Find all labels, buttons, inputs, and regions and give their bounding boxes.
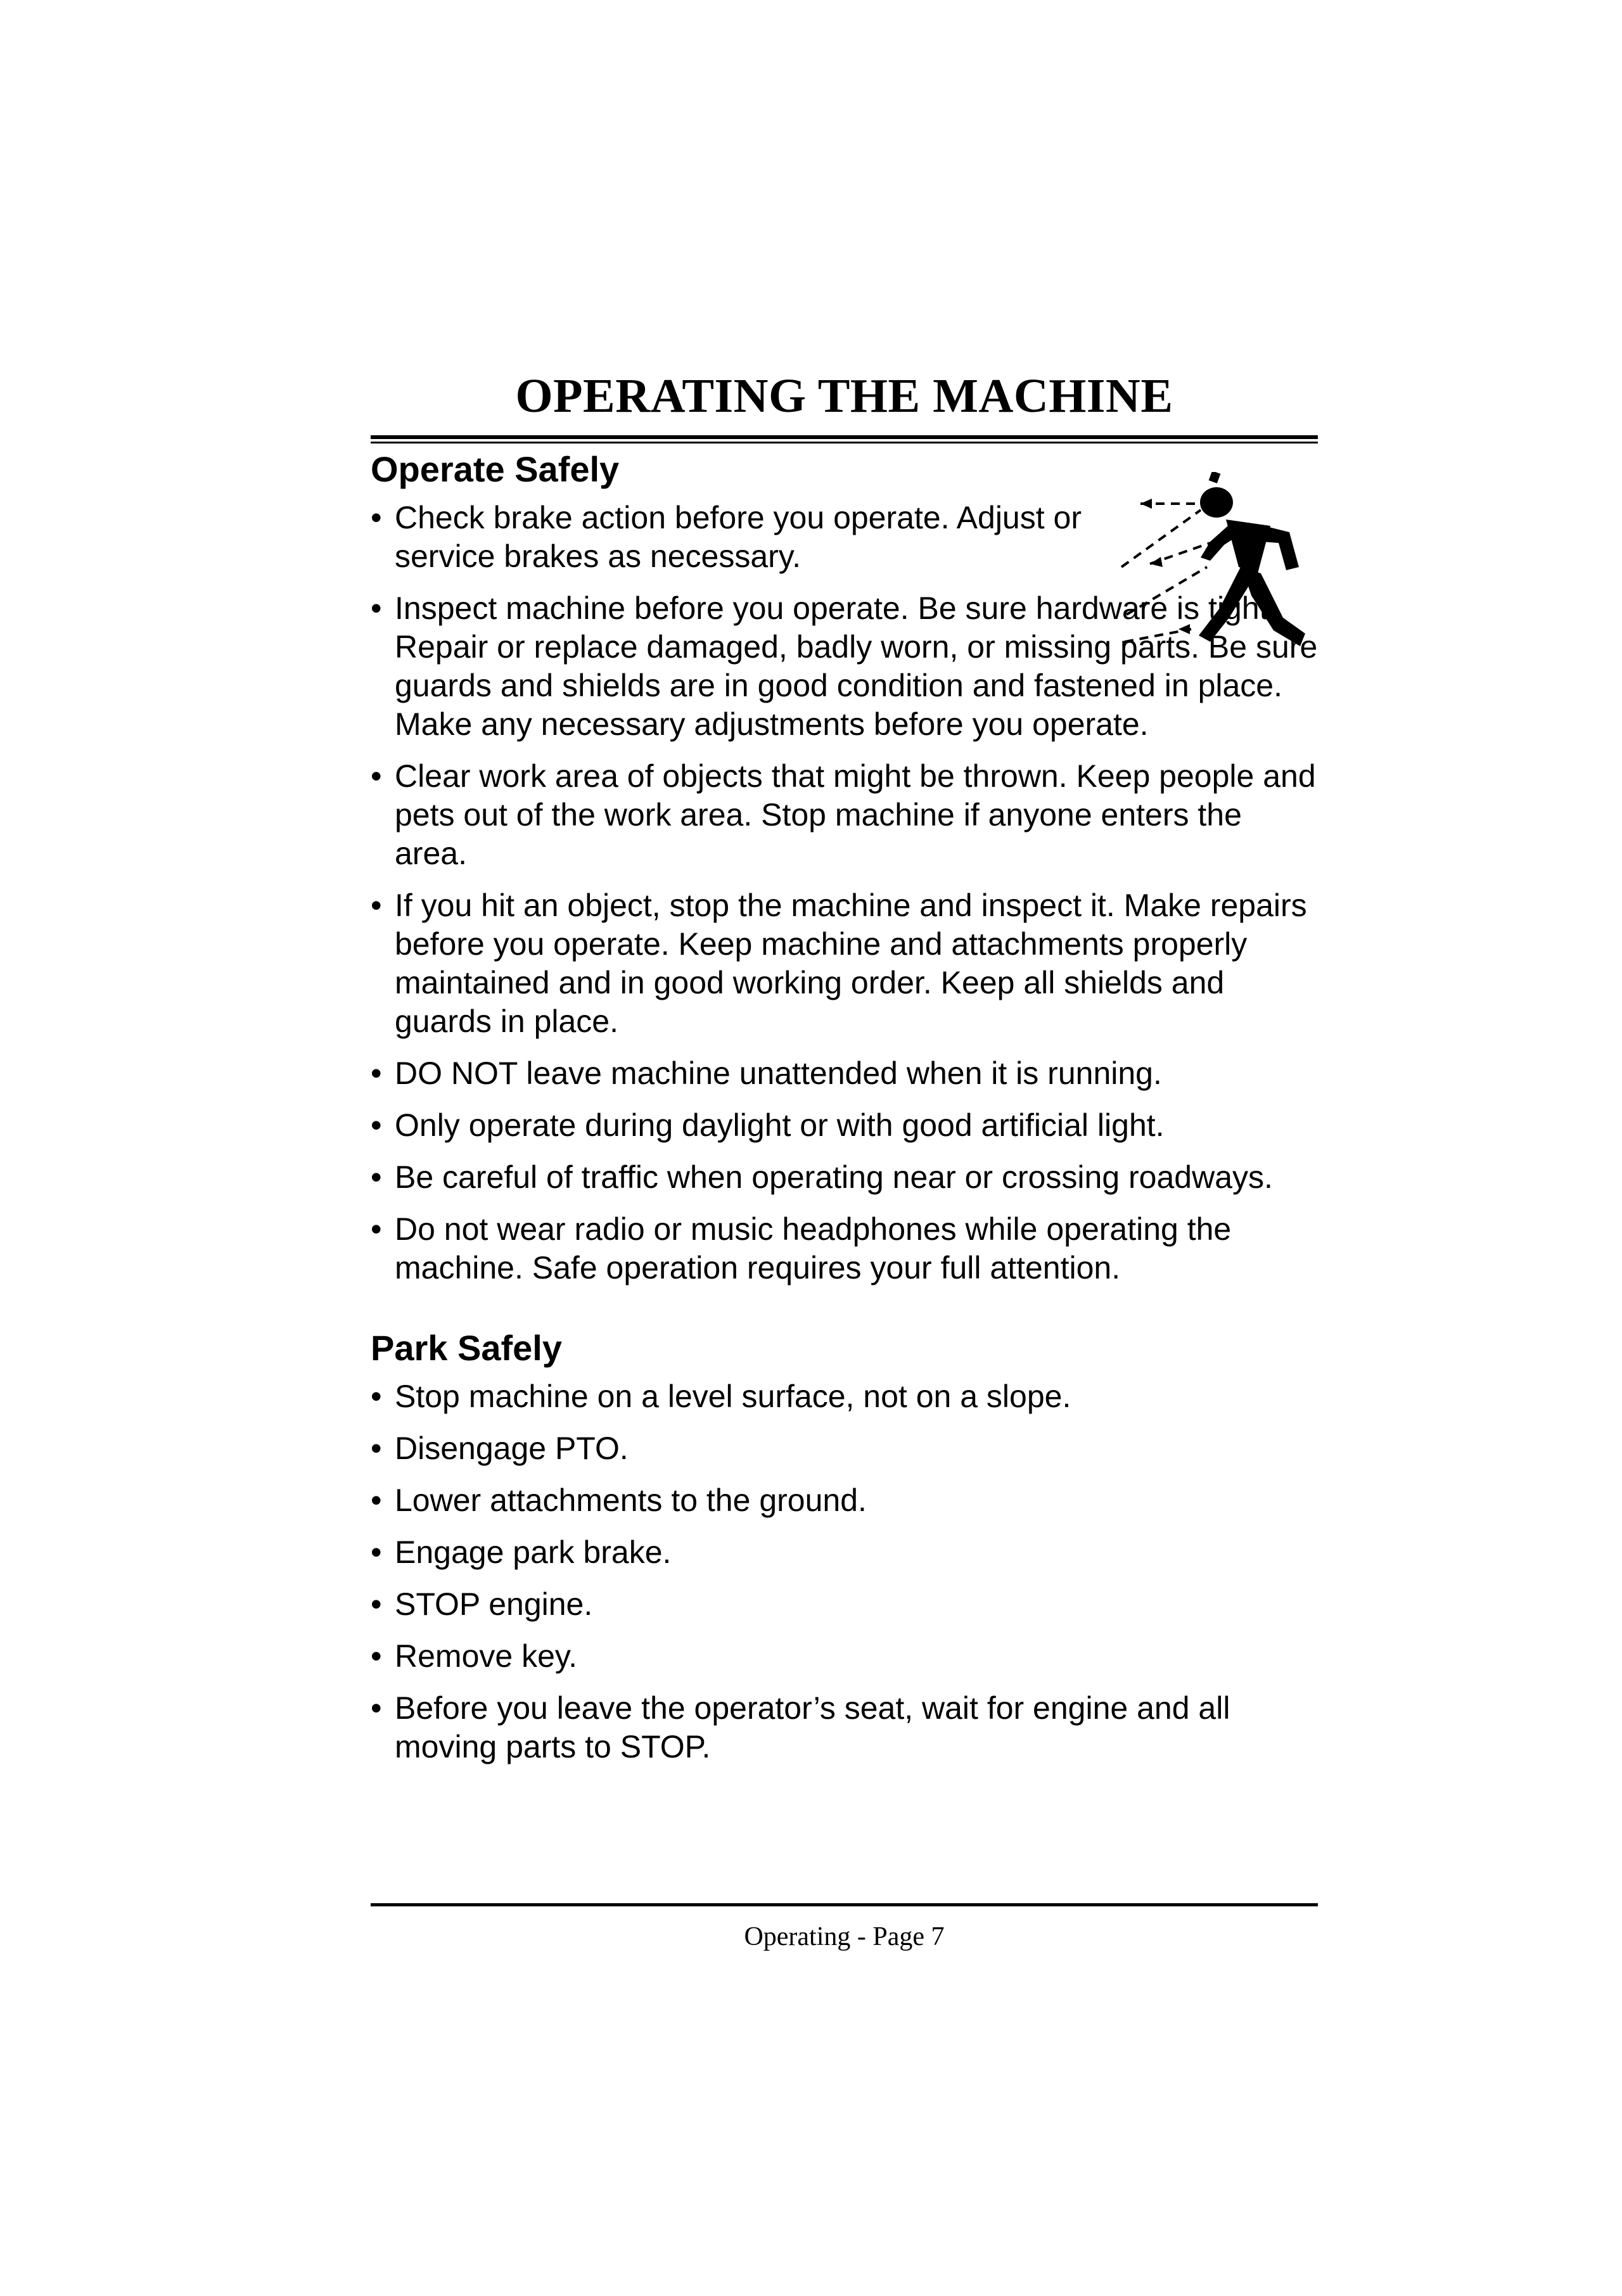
page-title: OPERATING THE MACHINE bbox=[515, 369, 1173, 423]
title-divider-thin bbox=[371, 442, 1318, 443]
list-item: • Before you leave the operator’s seat, wait for engine and all moving parts to STOP. bbox=[371, 1690, 1230, 1764]
bullet-icon: • bbox=[371, 888, 382, 923]
operate-safely-heading: Operate Safely bbox=[371, 449, 620, 489]
park-safely-list bbox=[371, 1377, 1318, 1766]
bullet-icon: • bbox=[371, 1638, 382, 1674]
list-item: • Lower attachments to the ground. bbox=[371, 1481, 1318, 1520]
bullet-icon: • bbox=[371, 1586, 382, 1622]
title-divider-thick bbox=[371, 435, 1318, 439]
list-item: • Stop machine on a level surface, not on a slope. bbox=[371, 1377, 1318, 1416]
bullet-icon: • bbox=[371, 1056, 382, 1091]
bullet-icon: • bbox=[371, 590, 382, 626]
operate-safely-list bbox=[371, 499, 1318, 1287]
list-item: • Disengage PTO. bbox=[371, 1429, 1318, 1468]
bullet-icon: • bbox=[371, 1379, 382, 1414]
bullet-icon: • bbox=[371, 1159, 382, 1195]
footer-divider bbox=[371, 1903, 1318, 1906]
list-item: • Be careful of traffic when operating near or crossing roadways. bbox=[371, 1158, 1318, 1197]
list-item: • Do not wear radio or music headphones while operating the machine. Safe operation requires your full attention. bbox=[371, 1211, 1232, 1285]
list-item: • STOP engine. bbox=[371, 1585, 1318, 1624]
bullet-icon: • bbox=[371, 1534, 382, 1570]
list-item: • Remove key. bbox=[371, 1637, 1318, 1676]
bullet-icon: • bbox=[371, 1107, 382, 1143]
park-safely-heading: Park Safely bbox=[371, 1328, 562, 1368]
list-item: • DO NOT leave machine unattended when it is running. bbox=[371, 1054, 1318, 1093]
list-item: • Check brake action before you operate. Adjust or service brakes as necessary. bbox=[371, 500, 1082, 574]
content-body bbox=[371, 447, 1318, 1780]
bullet-icon: • bbox=[371, 1431, 382, 1466]
bullet-icon: • bbox=[371, 758, 382, 794]
list-item: • Clear work area of objects that might be thrown. Keep people and pets out of the work area. Stop machine if anyone enters the area. bbox=[371, 758, 1316, 871]
list-item: • Inspect machine before you operate. Be sure hardware is tight. Repair or replace damaged, badly worn, or missing parts. Be sure guards and shields are in good condition and fastened in place. Make any necessary adjustments before you operate. bbox=[371, 590, 1318, 742]
bullet-icon: • bbox=[371, 1483, 382, 1518]
list-item: • Engage park brake. bbox=[371, 1533, 1318, 1572]
bullet-icon: • bbox=[371, 500, 382, 535]
bullet-icon: • bbox=[371, 1690, 382, 1726]
list-item: • If you hit an object, stop the machine and inspect it. Make repairs before you operate. Keep machine and attachments properly maintained and in good working order. Keep all shields and guards in place. bbox=[371, 888, 1307, 1039]
list-item: • Only operate during daylight or with good artificial light. bbox=[371, 1106, 1318, 1145]
page-footer: Operating - Page 7 bbox=[744, 1922, 945, 1951]
bullet-icon: • bbox=[371, 1211, 382, 1247]
